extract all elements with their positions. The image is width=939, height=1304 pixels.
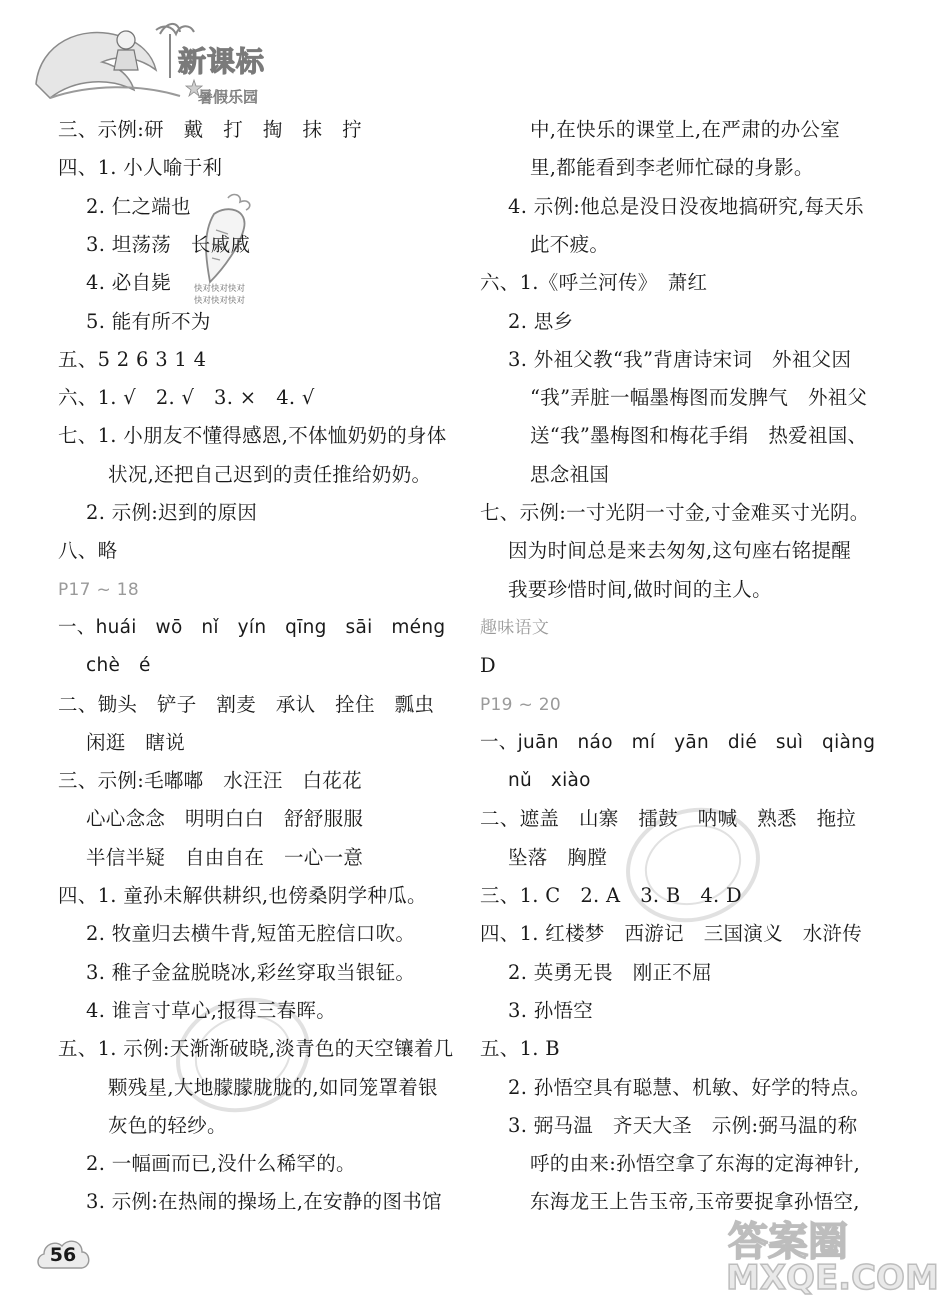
answer-line: 二、锄头 铲子 割麦 承认 拴住 瓢虫 [58,692,435,716]
logo-subtitle: 暑假乐园 [198,88,259,106]
answer-line: 一、juān náo mí yān dié suì qiàng [480,731,876,753]
answer-line: 颗残星,大地朦朦胧胧的,如同笼罩着银 [108,1075,438,1099]
answer-line: P19 ~ 20 [480,694,561,715]
answer-line: nǔ xiào [508,770,591,792]
series-logo [30,14,270,110]
page-number-badge [34,1236,92,1276]
answer-line: 4. 必自毙 [86,271,172,295]
answer-line: 东海龙王上告玉帝,玉帝要捉拿孙悟空, [530,1190,860,1214]
stamp-text-1: 快对快对快对 [194,284,246,294]
answer-line: 我要珍惜时间,做时间的主人。 [508,577,772,601]
answer-line: D [480,654,496,678]
logo-title: 新课标 [178,45,266,78]
answer-line: 呼的由来:孙悟空拿了东海的定海神针, [530,1152,861,1176]
answer-line: 中,在快乐的课堂上,在严肃的办公室 [530,118,840,141]
answer-line: 5. 能有所不为 [86,309,211,333]
answer-line: 2. 一幅画而已,没什么稀罕的。 [86,1152,356,1176]
answer-line: 2. 英勇无畏 刚正不屈 [508,960,712,984]
answer-line: “我”弄脏一幅墨梅图而发脾气 外祖父 [530,386,868,410]
answer-line: 2. 仁之端也 [86,194,191,218]
answer-line: 闲逛 瞎说 [86,730,186,754]
answer-line: 八、略 [58,539,118,563]
answer-line: 三、示例:研 戴 打 掏 抹 拧 [58,118,362,141]
watermark-line-1: 答案圈 [728,1219,848,1265]
answer-line: 六、1.《呼兰河传》 萧红 [480,271,708,295]
answer-line: 五、1. B [480,1037,560,1061]
answer-line: P17 ~ 18 [58,579,139,600]
answer-line: 2. 牧童归去横牛背,短笛无腔信口吹。 [86,922,416,946]
answer-line: 3. 孙悟空 [508,998,594,1022]
answer-line: 半信半疑 自由自在 一心一意 [86,845,364,869]
answer-line: 3. 示例:在热闹的操场上,在安静的图书馆 [86,1190,442,1214]
answer-line: 五、5 2 6 3 1 4 [58,347,207,371]
answer-line: 因为时间总是来去匆匆,这句座右铭提醒 [508,539,852,563]
answer-line: 三、示例:毛嘟嘟 水汪汪 白花花 [58,769,362,793]
page-number: 56 [49,1244,77,1266]
answer-line: 四、1. 童孙未解供耕织,也傍桑阴学种瓜。 [58,884,427,907]
answer-line: 一、huái wō nǐ yín qīng sāi méng [58,616,446,638]
answer-line: 3. 弼马温 齐天大圣 示例:弼马温的称 [508,1113,858,1137]
answer-line: chè é [86,655,151,677]
answer-line: 状况,还把自己迟到的责任推给奶奶。 [108,462,432,486]
answer-line: 坠落 胸膛 [508,845,608,869]
answer-line: 2. 示例:迟到的原因 [86,501,258,524]
answer-line: 三、1. C 2. A 3. B 4. D [480,884,742,907]
answer-line: 2. 孙悟空具有聪慧、机敏、好学的特点。 [508,1075,871,1099]
answer-line: 七、1. 小朋友不懂得感恩,不体恤奶奶的身体 [58,424,447,448]
answer-line: 思念祖国 [530,462,610,486]
answer-line: 3. 外祖父教“我”背唐诗宋词 外祖父因 [508,347,852,371]
answer-line: 4. 示例:他总是没日没夜地搞研究,每天乐 [508,194,864,218]
answer-line: 4. 谁言寸草心,报得三春晖。 [86,998,337,1022]
watermark-line-2: MXQE.COM [726,1258,939,1298]
answer-line: 四、1. 小人喻于利 [58,156,223,180]
site-watermark [724,1208,939,1304]
answer-line: 趣味语文 [480,617,550,638]
answer-line: 送“我”墨梅图和梅花手绢 热爱祖国、 [530,424,868,448]
answer-line: 3. 稚子金盆脱晓冰,彩丝穿取当银钲。 [86,960,416,984]
answer-line: 此不疲。 [530,232,610,256]
answer-line: 灰色的轻纱。 [108,1113,227,1137]
answer-line: 心心念念 明明白白 舒舒服服 [86,807,364,831]
answer-line: 七、示例:一寸光阴一寸金,寸金难买寸光阴。 [480,501,870,524]
answer-line: 五、1. 示例:天渐渐破晓,淡青色的天空镶着几 [58,1037,454,1061]
answer-line: 六、1. √ 2. √ 3. × 4. √ [58,386,315,410]
answer-line: 3. 坦荡荡 长戚戚 [86,232,251,256]
answer-line: 二、遮盖 山寨 擂鼓 呐喊 熟悉 拖拉 [480,807,857,831]
answer-line: 四、1. 红楼梦 西游记 三国演义 水浒传 [480,922,863,946]
stamp-text-2: 快对快对快对 [194,296,246,306]
answer-line: 2. 思乡 [508,309,574,333]
answer-line: 里,都能看到李老师忙碌的身影。 [530,156,814,180]
